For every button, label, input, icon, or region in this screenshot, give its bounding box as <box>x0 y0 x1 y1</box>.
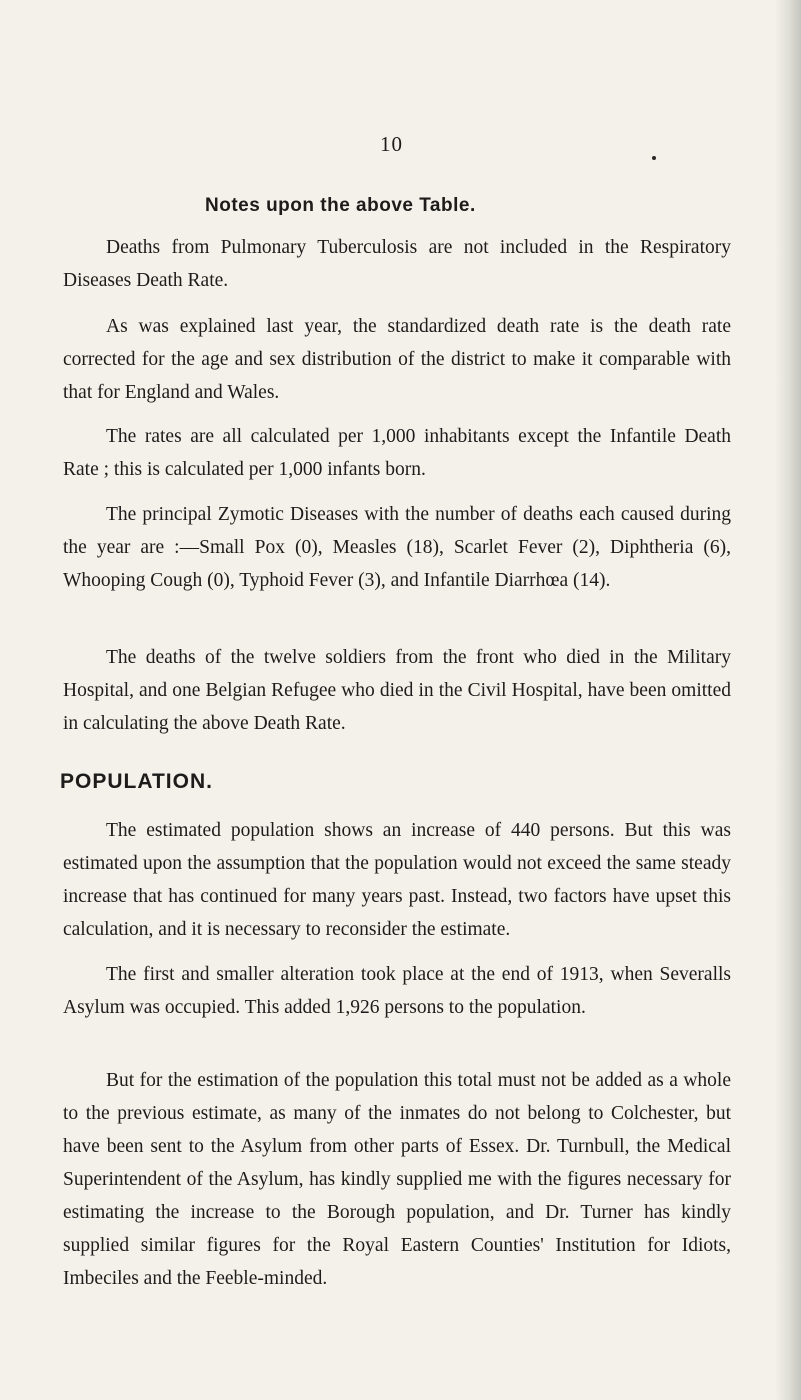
page-number: 10 <box>380 132 403 156</box>
notes-heading: Notes upon the above Table. <box>205 195 476 216</box>
notes-paragraph-1: Deaths from Pulmonary Tuberculosis are not included in the Respiratory Diseases Death Rate. <box>63 237 731 291</box>
notes-paragraph-2: As was explained last year, the standardized death rate is the death rate corrected for the age and sex distribution of the district to make it comparable with that for England and Wales. <box>63 316 731 403</box>
notes-paragraph-3: The rates are all calculated per 1,000 inhabitants except the Infantile Death Rate ; this is calculated per 1,000 infants born. <box>63 426 731 480</box>
population-paragraph-3: But for the estimation of the population this total must not be added as a whole to the previous estimate, as many of the inmates do not belong to Colchester, but have been sent to the Asylum from other parts of Essex. Dr. Turnbull, the Medical Superintendent of the Asylum, has kindly supplied me with the figures necessary for estimating the increase to the Borough population, and Dr. Turner has kindly supplied similar figures for the Royal Eastern Counties' Institution for Idiots, Imbeciles and the Feeble-minded. <box>63 1070 731 1289</box>
population-heading: POPULATION. <box>60 770 213 793</box>
notes-paragraph-4: The principal Zymotic Diseases with the number of deaths each caused during the year are :—Small Pox (0), Measles (18), Scarlet Fever (2), Diphtheria (6), Whooping Cough (0), Typhoid Fever (3), and Infantile Diarrhœa (14). <box>63 504 731 591</box>
stray-mark <box>652 156 656 160</box>
population-paragraph-2: The first and smaller alteration took place at the end of 1913, when Severalls Asylum was occupied. This added 1,926 persons to the population. <box>63 964 731 1018</box>
population-paragraph-1: The estimated population shows an increase of 440 persons. But this was estimated upon the assumption that the population would not exceed the same steady increase that has continued for many years past. Instead, two factors have upset this calculation, and it is necessary to reconsider the estimate. <box>63 820 731 940</box>
notes-paragraph-5: The deaths of the twelve soldiers from the front who died in the Military Hospital, and one Belgian Refugee who died in the Civil Hospital, have been omitted in calculating the above Death Rate. <box>63 647 731 734</box>
page-edge-shadow <box>775 0 801 1400</box>
